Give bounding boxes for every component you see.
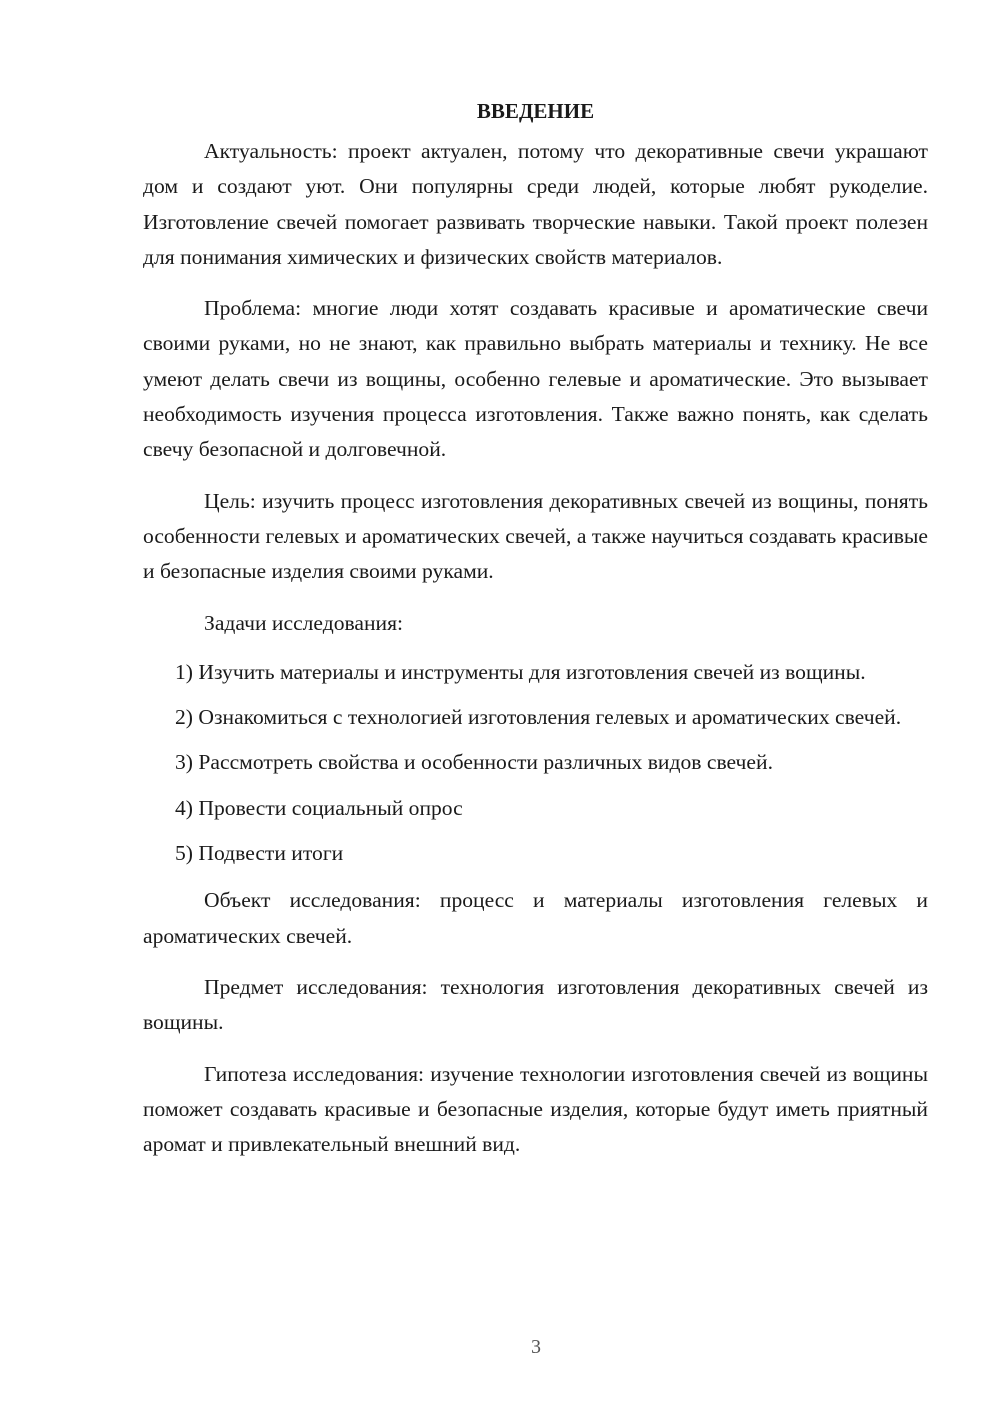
list-item: 1) Изучить материалы и инструменты для изготовления свечей из вощины.: [175, 659, 866, 684]
section-heading: ВВЕДЕНИЕ: [476, 99, 595, 123]
list-item: 4) Провести социальный опрос: [175, 795, 463, 820]
subject-paragraph: Предмет исследования: технология изготовления декоративных свечей из вощины.: [143, 974, 928, 1035]
tasks-heading: Задачи исследования:: [204, 610, 404, 635]
list-item: 2) Ознакомиться с технологией изготовления гелевых и ароматических свечей.: [175, 705, 902, 730]
page-number: 3: [531, 1336, 541, 1358]
hypothesis-paragraph: Гипотеза исследования: изучение технологии изготовления свечей из вощины поможет создавать красивые и безопасные изделия, которые будут иметь приятный аромат и привлекательный внешний вид.: [143, 1061, 928, 1157]
list-item: 5) Подвести итоги: [175, 841, 344, 866]
relevance-paragraph: Актуальность: проект актуален, потому что декоративные свечи украшают дом и создают уют. Они популярны среди людей, которые любят рукоделие. Изготовление свечей помогает развивать творческие навыки. Такой проект полезен для понимания химических и физических свойств материалов.: [143, 139, 928, 269]
goal-paragraph: Цель: изучить процесс изготовления декоративных свечей из вощины, понять особенности гелевых и ароматических свечей, а также научиться создавать красивые и безопасные изделия своими руками.: [143, 488, 928, 584]
list-item: 3) Рассмотреть свойства и особенности различных видов свечей.: [175, 750, 773, 775]
problem-paragraph: Проблема: многие люди хотят создавать красивые и ароматические свечи своими руками, но не знают, как правильно выбрать материалы и технику. Не все умеют делать свечи из вощины, особенно гелевые и ароматические. Это вызывает необходимость изучения процесса изготовления. Также важно понять, как сделать свечу безопасной и долговечной.: [143, 296, 928, 462]
tasks-list: [143, 655, 928, 871]
page-content: [143, 94, 928, 1178]
object-paragraph: Объект исследования: процесс и материалы изготовления гелевых и ароматических свечей.: [143, 888, 928, 948]
